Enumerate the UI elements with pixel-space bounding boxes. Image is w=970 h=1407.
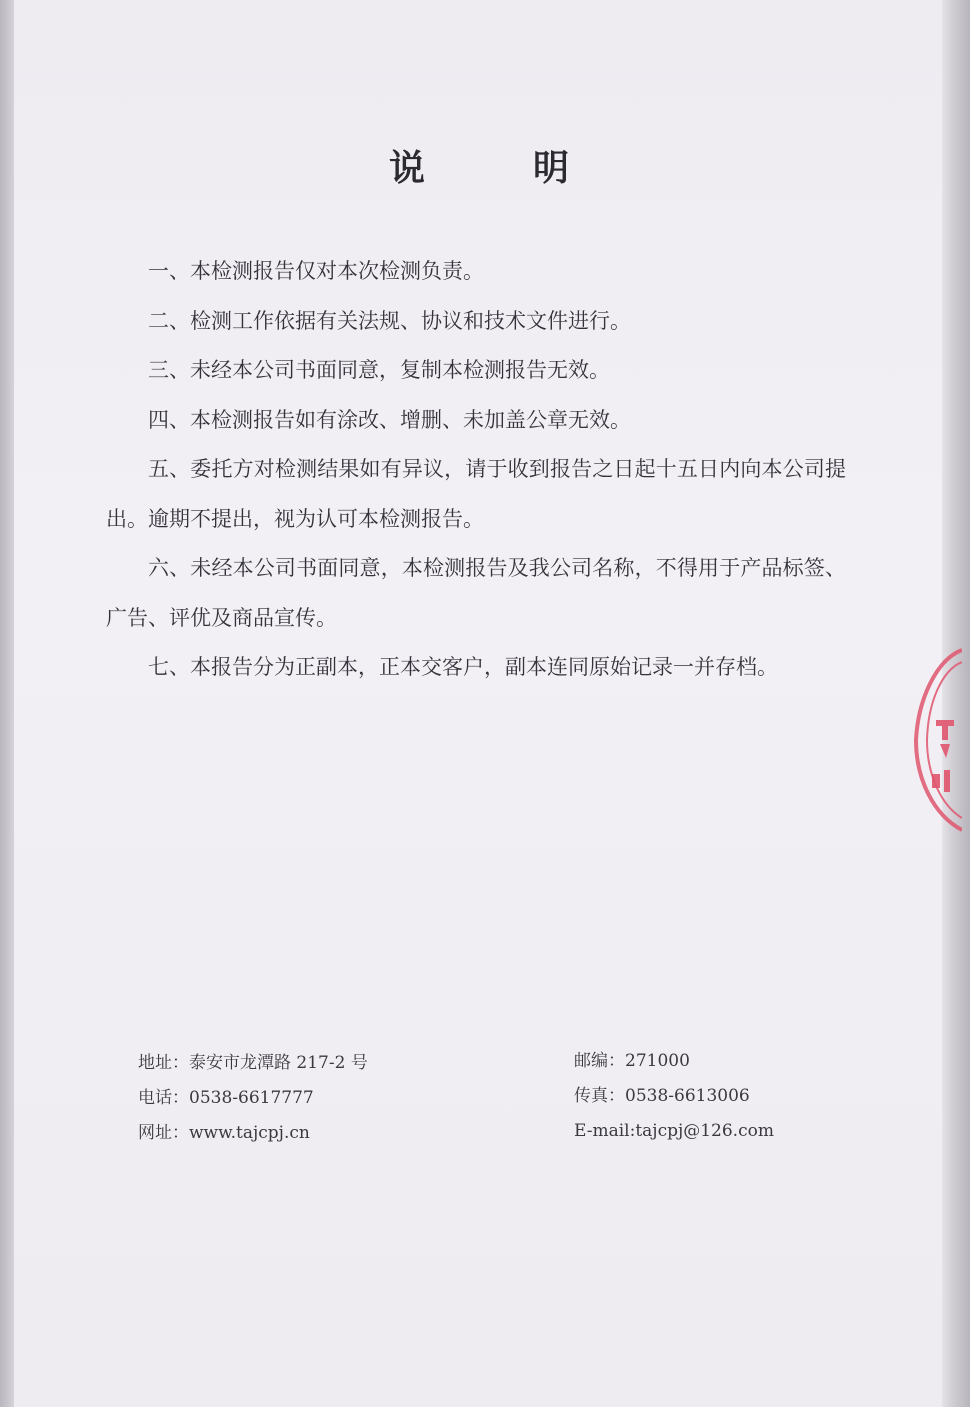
clause-3: 三、未经本公司书面同意，复制本检测报告无效。: [148, 358, 610, 382]
postcode-line: 邮编：271000: [574, 1051, 690, 1071]
fax-line: 传真：0538-6613006: [574, 1086, 750, 1106]
contact-right-block: [574, 1044, 774, 1149]
website-line: 网址：www.tajcpj.cn: [138, 1123, 310, 1143]
clause-6: 六、未经本公司书面同意，本检测报告及我公司名称，不得用于产品标签、广告、评优及商品宣传。: [106, 556, 846, 630]
phone-line: 电话：0538-6617777: [138, 1088, 314, 1108]
email-line: E-mail:tajcpj@126.com: [574, 1121, 774, 1141]
clause-2: 二、检测工作依据有关法规、协议和技术文件进行。: [148, 308, 631, 333]
clause-list: [106, 247, 846, 693]
contact-left-block: [138, 1046, 368, 1151]
address-line: 地址：泰安市龙潭路 217-2 号: [138, 1053, 368, 1073]
clause-7: 七、本报告分为正副本，正本交客户，副本连同原始记录一并存档。: [148, 655, 778, 679]
document-title: 说 明: [388, 147, 605, 189]
binding-edge: [0, 0, 14, 1407]
red-seal-stamp: [906, 640, 962, 840]
clause-1: 一、本检测报告仅对本次检测负责。: [148, 259, 484, 283]
clause-5: 五、委托方对检测结果如有异议，请于收到报告之日起十五日内向本公司提出。逾期不提出，视为认可本检测报告。: [106, 457, 846, 531]
clause-4: 四、本检测报告如有涂改、增删、未加盖公章无效。: [148, 407, 631, 432]
paper-sheet: [14, 0, 944, 1407]
